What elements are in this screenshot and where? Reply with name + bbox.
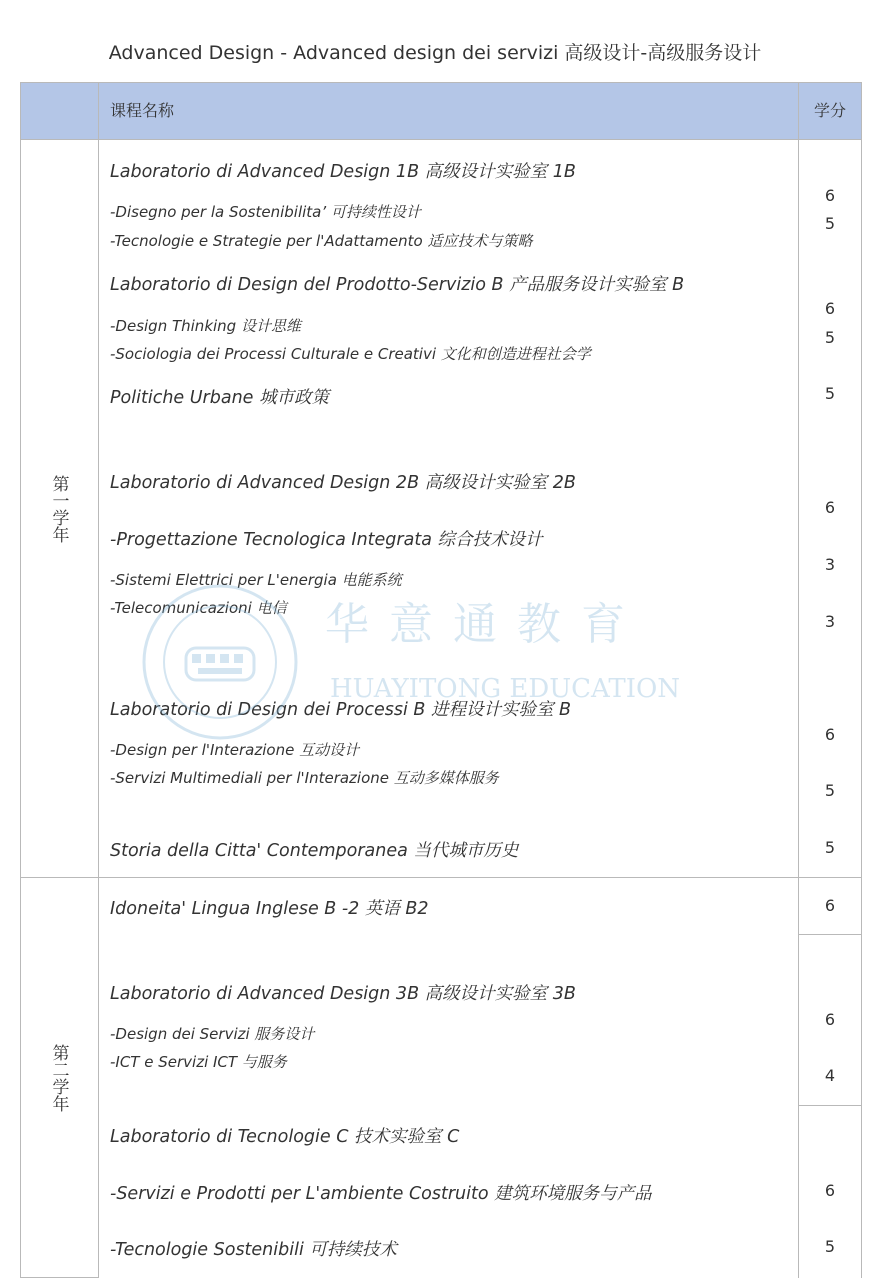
credit-column-divider [798,82,799,1278]
credit-value: 3 [824,612,836,631]
course-sub-row: -Design dei Servizi 服务设计 [110,1025,315,1043]
header-course-name: 课程名称 [110,101,175,120]
table-border-right [861,82,862,1278]
course-row: Laboratorio di Design del Prodotto-Servizio B 产品服务设计实验室 B [110,275,685,295]
course-sub-row: -Design per l'Interazione 互动设计 [110,741,360,759]
watermark-en-text: HUAYITONG EDUCATION [330,674,681,704]
course-sub-row: -Servizi Multimediali per l'Interazione 互动多媒体服务 [110,769,499,787]
course-row: Laboratorio di Advanced Design 1B 高级设计实验室 1B [110,162,576,182]
credit-value: 5 [824,328,836,347]
credit-divider-1 [798,934,862,935]
course-row: -Servizi e Prodotti per L'ambiente Costruito 建筑环境服务与产品 [110,1184,652,1204]
course-row: Storia della Citta' Contemporanea 当代城市历史 [110,841,519,861]
credit-value: 6 [824,299,836,318]
course-sub-row: -Disegno per la Sostenibilita’ 可持续性设计 [110,203,421,221]
table-border-top [20,82,862,83]
watermark-cn-text: 华意通教育 [325,599,645,650]
course-sub-row: -Sistemi Elettrici per L'energia 电能系统 [110,571,402,589]
year-column-divider [98,82,99,1278]
year-divider [20,877,862,878]
year-one-label: 第一学年 [48,474,69,543]
course-row: Laboratorio di Design dei Processi B 进程设计实验室 B [110,700,572,720]
credit-divider-2 [798,1105,862,1106]
credit-value: 4 [824,1066,836,1085]
credit-value: 5 [824,781,836,800]
course-sub-row: -Sociologia dei Processi Culturale e Creativi 文化和创造进程社会学 [110,345,591,363]
credit-value: 5 [824,838,836,857]
course-table [20,82,862,1280]
credit-value: 5 [824,1237,836,1256]
header-credits: 学分 [813,101,846,120]
credit-value: 5 [824,214,836,233]
course-sub-row: -Tecnologie e Strategie per l'Adattamento 适应技术与策略 [110,232,533,250]
credit-value: 6 [824,896,836,915]
credit-value: 6 [824,1181,836,1200]
credit-value: 6 [824,1010,836,1029]
course-sub-row: -ICT e Servizi ICT 与服务 [110,1053,287,1071]
course-sub-row: -Design Thinking 设计思维 [110,317,301,335]
credit-value: 5 [824,384,836,403]
credit-value: 3 [824,555,836,574]
course-sub-row: -Telecomunicazioni 电信 [110,599,287,617]
course-row: -Tecnologie Sostenibili 可持续技术 [110,1240,397,1260]
course-row: Laboratorio di Advanced Design 2B 高级设计实验室 2B [110,473,576,493]
course-row: Idoneita' Lingua Inglese B -2 英语 B2 [110,899,429,919]
year-two-label: 第二学年 [48,1044,69,1112]
page-title: Advanced Design - Advanced design dei servizi 高级设计-高级服务设计 [108,42,762,64]
course-row: Politiche Urbane 城市政策 [110,388,330,408]
header-divider [20,139,862,140]
credit-value: 6 [824,186,836,205]
course-row: Laboratorio di Advanced Design 3B 高级设计实验室 3B [110,984,576,1004]
course-row: -Progettazione Tecnologica Integrata 综合技术设计 [110,530,543,550]
course-row: Laboratorio di Tecnologie C 技术实验室 C [110,1127,460,1147]
credit-value: 6 [824,498,836,517]
credit-value: 6 [824,725,836,744]
